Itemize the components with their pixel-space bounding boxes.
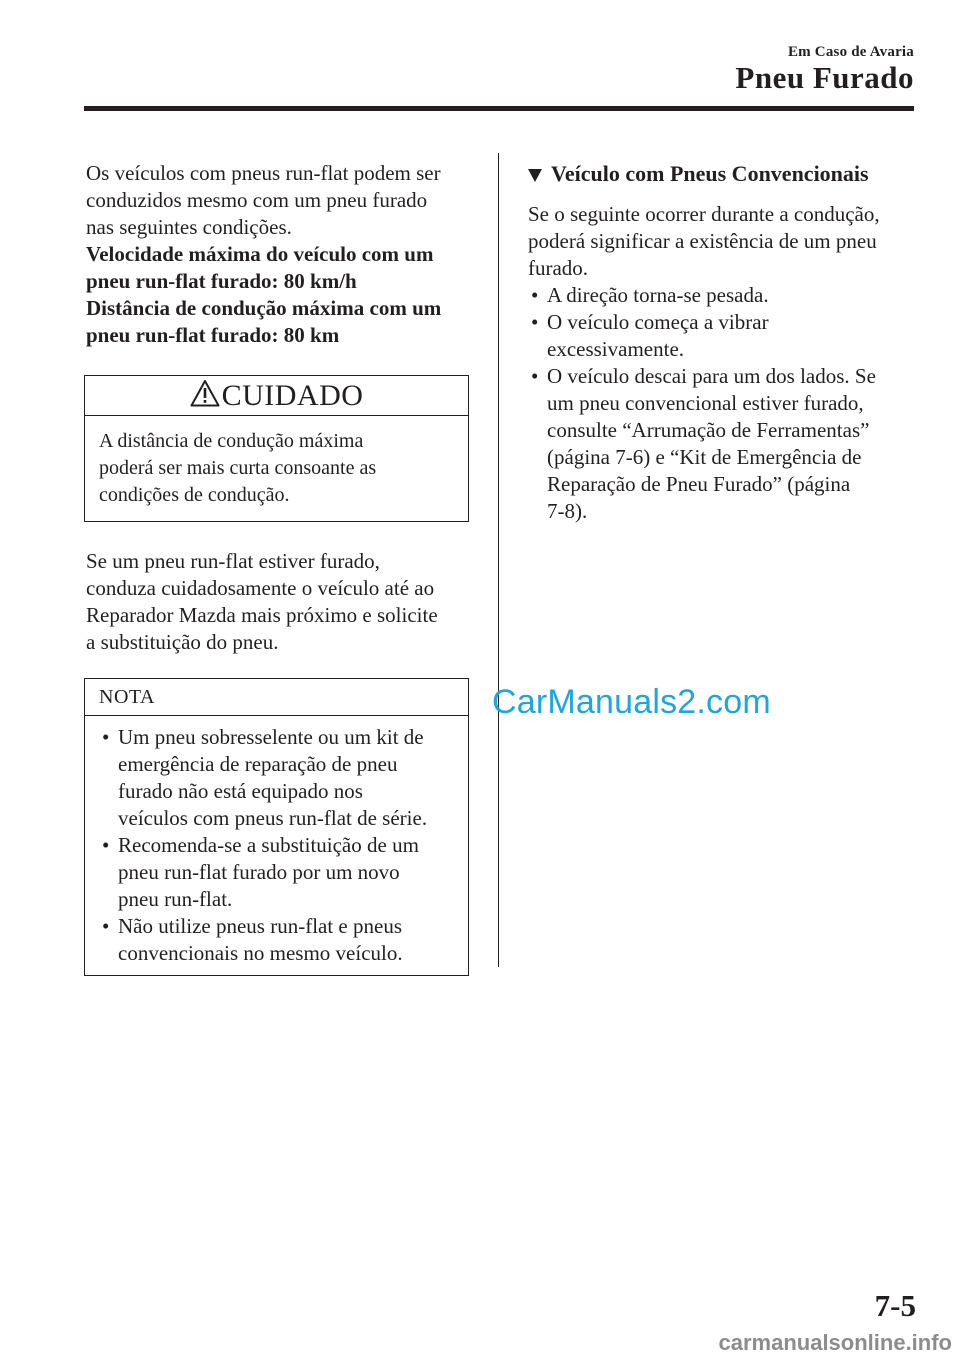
bullet-dot: • [102,914,110,938]
header-rule [84,106,914,111]
bullet-dot: • [531,310,539,334]
caution-line: A distância de condução máxima [99,430,364,452]
caution-box [84,375,469,522]
advice-line: Se um pneu run-flat estiver furado, [86,549,380,573]
note-item: • Recomenda-se a substituição de um pneu run-flat furado por um novo pneu run-flat. [102,833,419,911]
advice-line: conduza cuidadosamente o veículo até ao [86,576,435,600]
section-heading-text: Veículo com Pneus Convencionais [551,161,869,186]
section-heading [528,160,918,188]
note-body [85,716,468,975]
advice-line: Reparador Mazda mais próximo e solicite [86,603,438,627]
bullet-dot: • [102,833,110,857]
symptoms-intro: Se o seguinte ocorrer durante a condução, poderá significar a existência de um pneu furado. [528,202,880,280]
advice-paragraph [86,548,476,656]
limit-line: pneu run-flat furado: 80 km [86,323,340,347]
symptom-item: • O veículo começa a vibrar excessivamente. [531,310,769,361]
left-column [86,160,476,976]
advice-line: a substituição do pneu. [86,630,279,654]
symptoms-list [528,282,918,525]
note-item: • Não utilize pneus run-flat e pneus convencionais no mesmo veículo. [102,914,403,965]
watermark-logo: CarManuals2.com [492,683,771,721]
note-box [84,678,469,976]
intro-line: nas seguintes condições. [86,215,292,239]
note-title: NOTA [85,679,468,716]
header-section-label: Em Caso de Avaria [787,44,914,60]
intro-line: Os veículos com pneus run-flat podem ser [86,161,441,185]
limit-line: Distância de condução máxima com um [86,296,442,320]
caution-title: CUIDADO [221,378,364,412]
limits-paragraph [86,241,476,349]
page-number: 7-5 [874,1288,916,1323]
column-divider [498,153,499,967]
limit-line: Velocidade máxima do veículo com um [86,242,434,266]
intro-paragraph [86,160,476,241]
intro-line: conduzidos mesmo com um pneu furado [86,188,428,212]
bullet-dot: • [531,283,539,307]
bullet-dot: • [102,725,110,749]
page-title: Pneu Furado [735,60,914,95]
symptom-item: • O veículo descai para um dos lados. Se um pneu convencional estiver furado, consulte “Arrumação de Ferramentas” (página 7-6) e “Kit de Emergência de Reparação de Pneu Furado” (página 7-8). [531,364,876,523]
limit-line: pneu run-flat furado: 80 km/h [86,269,357,293]
warning-triangle-icon [190,379,220,412]
bullet-dot: • [531,364,539,388]
caution-line: poderá ser mais curta consoante as [99,457,377,479]
note-item: • Um pneu sobresselente ou um kit de emergência de reparação de pneu furado não está equipado nos veículos com pneus run-flat de série. [102,725,428,830]
caution-header [85,376,468,416]
triangle-down-icon [528,169,542,182]
symptom-item: • A direção torna-se pesada. [531,283,769,307]
footer-site-link[interactable]: carmanualsonline.info [718,1330,952,1355]
caution-line: condições de condução. [99,484,290,506]
right-column [528,160,918,525]
caution-body [85,416,468,521]
